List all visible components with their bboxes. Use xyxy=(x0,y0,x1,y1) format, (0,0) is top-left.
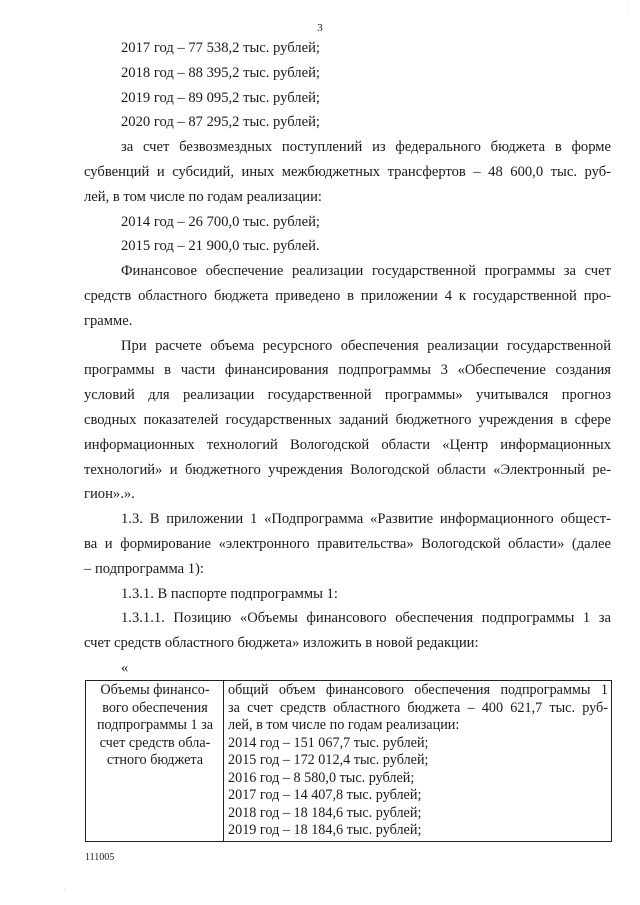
position-name-line: Объемы финансо- xyxy=(100,682,210,698)
scan-mark: · xyxy=(63,885,66,895)
text-line: 1.3.1. В паспорте подпрограммы 1: xyxy=(121,585,338,602)
text-line: программы в части финансирования подпрограммы 3 «Обеспечение создания xyxy=(84,362,611,379)
text-line: субвенций и субсидий, иных межбюджетных трансфертов – 48 600,0 тыс. руб- xyxy=(84,163,611,180)
text-line: 2017 год – 77 538,2 тыс. рублей; xyxy=(121,40,320,56)
page-number: 3 xyxy=(317,22,323,34)
position-name-line: стного бюджета xyxy=(106,752,204,768)
position-value-line: лей, в том числе по годам реализации: xyxy=(228,717,460,733)
corner-mark: · xyxy=(627,4,630,13)
position-value-line: 2015 год – 172 012,4 тыс. рублей; xyxy=(228,752,429,768)
text-line: за счет безвозмездных поступлений из федерального бюджета в форме xyxy=(121,139,611,156)
text-line: 1.3.1.1. Позицию «Объемы финансового обеспечения подпрограммы 1 за xyxy=(121,610,611,627)
text-line: – подпрограмма 1): xyxy=(84,560,204,577)
funding-position-table xyxy=(85,680,612,842)
text-line: условий для реализации государственной программы» учитывался прогноз xyxy=(84,387,611,404)
text-line: лей, в том числе по годам реализации: xyxy=(84,188,322,205)
text-line: информационных технологий Вологодской области «Центр информационных xyxy=(84,436,611,453)
table-row xyxy=(86,681,612,842)
position-name-line: счет средств обла- xyxy=(99,734,211,751)
position-value-line: 2019 год – 18 184,6 тыс. рублей; xyxy=(228,822,422,838)
text-line: средств областного бюджета приведено в приложении 4 к государственной про- xyxy=(84,287,611,304)
position-name-cell xyxy=(86,681,224,842)
position-name-line: подпрограммы 1 за xyxy=(96,717,214,733)
position-name-line: вого обеспечения xyxy=(102,699,208,716)
position-value-line: 2017 год – 14 407,8 тыс. рублей; xyxy=(228,787,422,803)
text-line: При расчете объема ресурсного обеспечения реализации государственной xyxy=(121,337,611,354)
position-value-cell xyxy=(224,681,612,842)
position-value-line: 2016 год – 8 580,0 тыс. рублей; xyxy=(228,769,415,786)
text-line: « xyxy=(121,659,129,676)
position-value-line: общий объем финансового обеспечения подпрограммы 1 xyxy=(228,682,608,698)
text-line: ва и формирование «электронного правительства» Вологодской области» (далее xyxy=(84,535,611,552)
text-line: 2018 год – 88 395,2 тыс. рублей; xyxy=(121,64,320,81)
text-line: 2014 год – 26 700,0 тыс. рублей; xyxy=(121,213,320,230)
position-value-line: 2018 год – 18 184,6 тыс. рублей; xyxy=(228,804,422,821)
position-value-line: 2014 год – 151 067,7 тыс. рублей; xyxy=(228,734,429,751)
text-line: счет средств областного бюджета» изложить в новой редакции: xyxy=(84,635,479,652)
text-line: Финансовое обеспечение реализации государственной программы за счет xyxy=(121,263,611,280)
body-text xyxy=(84,36,611,681)
text-line: 1.3. В приложении 1 «Подпрограмма «Развитие информационного общест- xyxy=(121,511,611,528)
document-code: 111005 xyxy=(85,852,115,863)
text-line: технологий» и бюджетного учреждения Вологодской области «Электронный ре- xyxy=(84,461,611,478)
text-line: сводных показателей государственных заданий бюджетного учреждения в сфере xyxy=(84,411,611,428)
position-value-line: за счет средств областного бюджета – 400 621,7 тыс. руб- xyxy=(228,699,608,716)
text-line: 2019 год – 89 095,2 тыс. рублей; xyxy=(121,89,320,106)
text-line: 2020 год – 87 295,2 тыс. рублей; xyxy=(121,114,320,131)
text-line: гион».». xyxy=(84,486,135,503)
text-line: 2015 год – 21 900,0 тыс. рублей. xyxy=(121,238,320,255)
text-line: грамме. xyxy=(84,312,133,329)
